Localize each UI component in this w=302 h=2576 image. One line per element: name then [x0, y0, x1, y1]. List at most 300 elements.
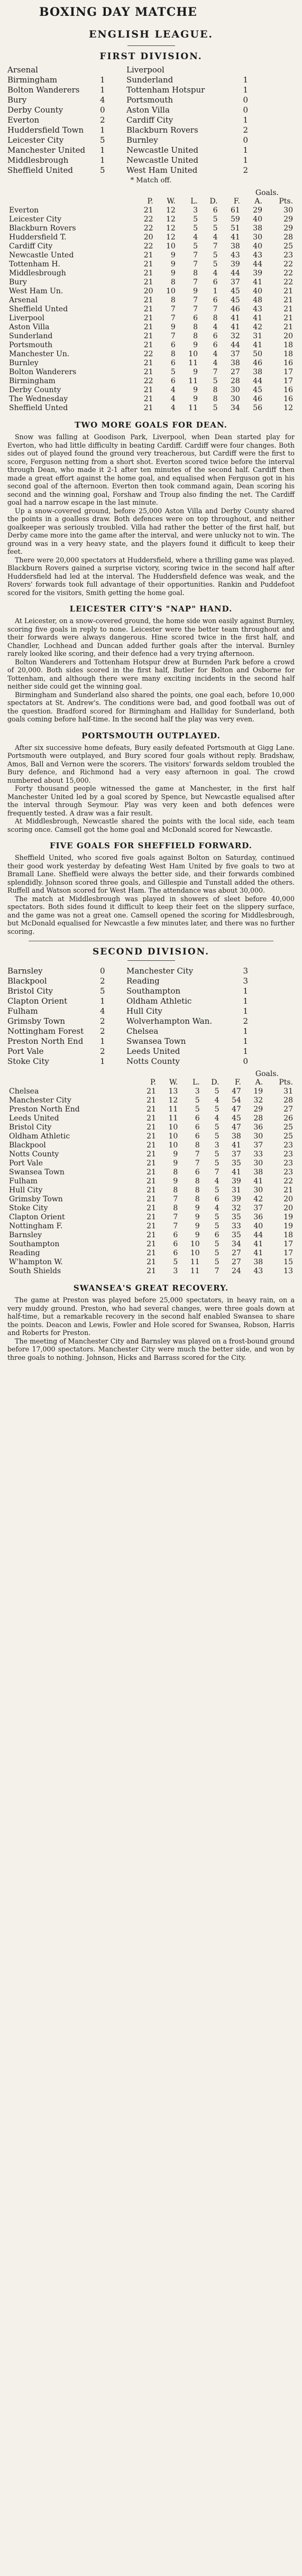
stat-cell: 8 [173, 1186, 178, 1194]
stat-cell: 7 [170, 314, 176, 322]
stat-cell: 4 [170, 395, 176, 403]
stat-cell: 8 [193, 269, 198, 277]
away-score: 1 [243, 115, 248, 125]
stat-cell: 38 [253, 1168, 263, 1176]
divider [127, 960, 175, 961]
team-name: Bristol City [9, 1123, 52, 1132]
stat-cell: 11 [190, 1267, 200, 1275]
home-score: 1 [100, 1036, 105, 1046]
articles-section-2 [7, 1283, 295, 1361]
column-header: D. [209, 197, 218, 206]
stat-cell: 6 [214, 1231, 219, 1239]
team-name: Swansea Town [9, 1168, 65, 1176]
stat-cell: 7 [170, 305, 176, 313]
stat-cell: 5 [214, 1213, 219, 1221]
team-name: Blackpool [9, 1141, 46, 1150]
stat-cell: 7 [213, 242, 218, 251]
stat-cell: 6 [173, 1231, 178, 1239]
stat-cell: 45 [253, 386, 262, 394]
match-off-note: * Match off. [130, 177, 172, 184]
stat-cell: 41 [232, 1168, 241, 1176]
fixture-row [7, 75, 295, 85]
stat-cell: 22 [143, 215, 153, 224]
team-header [7, 197, 132, 206]
stat-cell: 21 [143, 278, 153, 286]
article-paragraph: After six successive home defeats, Bury easily defeated Portsmouth at Gigg Lane. Portsmouth were outplayed, and Bury scored four goals without reply. Bradshaw, Amos, Ball and Vernon were the scorers. The visitors' forwards seldom troubled the Bury defence, and Richmond had a very easy afternoon in goal. The crowd numbered about 15,000. [7, 743, 295, 784]
article-title: FIVE GOALS FOR SHEFFIELD FORWARD. [50, 841, 252, 850]
stat-cell: 41 [253, 278, 262, 286]
column-header: D. [211, 1078, 219, 1087]
home-team: Clapton Orient [7, 996, 68, 1006]
stat-cell: 41 [232, 1141, 241, 1150]
stat-cell: 7 [173, 1222, 178, 1230]
home-team: Arsenal [7, 65, 38, 75]
stat-cell: 21 [143, 359, 153, 367]
column-header: Pts. [279, 197, 293, 206]
table-row [7, 1213, 295, 1222]
stat-cell: 42 [253, 323, 262, 331]
stat-cell: 30 [253, 1132, 263, 1141]
stat-cell: 25 [283, 242, 293, 251]
away-score: 1 [243, 75, 248, 85]
stat-cell: 44 [253, 377, 262, 385]
stat-cell: 40 [253, 287, 262, 295]
fixture-row [7, 976, 295, 986]
stat-cell: 3 [214, 1141, 219, 1150]
home-team: Middlesbrough [7, 155, 69, 165]
team-name: Middlesbrough [9, 269, 66, 277]
team-name: Bury [9, 278, 27, 286]
first-division-fixtures [7, 65, 295, 175]
article-paragraph: Bolton Wanderers and Tottenham Hotspur drew at Burnden Park before a crowd of 20,000. Both sides scored in the first half, Butler for Bolton and Osborne for Tottenham, and although there were many exciting incidents in the second half neither side could get the winning goal. [7, 657, 295, 690]
stat-cell: 50 [253, 350, 262, 358]
stat-cell: 5 [195, 1096, 200, 1105]
stat-cell: 29 [283, 215, 293, 224]
stat-cell: 39 [230, 260, 240, 268]
stat-cell: 12 [166, 215, 176, 224]
stat-cell: 12 [168, 1096, 178, 1105]
team-name: Port Vale [9, 1159, 43, 1167]
stat-cell: 21 [147, 1168, 156, 1176]
stat-cell: 5 [195, 1105, 200, 1114]
stat-cell: 16 [283, 359, 293, 367]
articles-section-1 [7, 420, 295, 935]
table-row [7, 269, 295, 278]
stat-cell: 5 [173, 1258, 178, 1266]
stat-cell: 9 [193, 341, 198, 349]
team-name: Grimsby Town [9, 1195, 63, 1203]
stat-cell: 21 [143, 269, 153, 277]
stat-cell: 30 [253, 1159, 263, 1167]
stat-cell: 23 [283, 1150, 293, 1159]
stat-cell: 38 [230, 242, 240, 251]
stat-cell: 36 [253, 1213, 263, 1221]
stat-cell: 8 [193, 323, 198, 331]
away-score: 1 [243, 155, 248, 165]
home-team: Sheffield United [7, 165, 73, 175]
home-team: Port Vale [7, 1046, 44, 1056]
stat-cell: 21 [147, 1213, 156, 1221]
stat-cell: 7 [193, 260, 198, 268]
team-name: Portsmouth [9, 341, 53, 349]
stat-cell: 21 [147, 1096, 156, 1105]
table-row [7, 260, 295, 269]
away-score: 0 [243, 135, 248, 145]
stat-cell: 29 [253, 206, 262, 215]
stat-cell: 3 [193, 206, 198, 215]
away-team: Manchester City [126, 966, 194, 976]
stat-cell: 7 [173, 1195, 178, 1203]
fixture-row [7, 1057, 295, 1067]
table-row [7, 386, 295, 395]
column-header: L. [192, 1078, 200, 1087]
stat-cell: 22 [283, 269, 293, 277]
team-name: Stoke City [9, 1204, 48, 1212]
column-header: F. [233, 197, 240, 206]
away-score: 3 [243, 976, 248, 986]
table-row [7, 1159, 295, 1168]
stat-cell: 38 [230, 359, 240, 367]
table-row [7, 224, 295, 233]
stat-cell: 41 [253, 314, 262, 322]
stat-cell: 4 [193, 233, 198, 242]
stat-cell: 54 [232, 1096, 241, 1105]
stat-cell: 59 [230, 215, 240, 224]
stat-cell: 44 [253, 260, 262, 268]
stat-cell: 21 [147, 1267, 156, 1275]
home-team: Fulham [7, 1006, 38, 1016]
stat-cell: 27 [283, 1105, 293, 1114]
stat-cell: 6 [173, 1240, 178, 1248]
stat-cell: 6 [170, 377, 176, 385]
column-header: F. [234, 1078, 241, 1087]
stat-cell: 5 [214, 1159, 219, 1167]
stat-cell: 47 [232, 1123, 241, 1132]
stat-cell: 21 [143, 206, 153, 215]
stat-cell: 5 [213, 215, 218, 224]
stat-cell: 6 [195, 1114, 200, 1123]
away-score: 1 [243, 996, 248, 1006]
stat-cell: 17 [283, 1249, 293, 1257]
fixture-row [7, 65, 295, 75]
column-header: L. [190, 197, 198, 206]
stat-cell: 15 [283, 1258, 293, 1266]
column-header: Pts. [279, 1078, 293, 1087]
article-paragraph: Snow was falling at Goodison Park, Liverpool, when Dean started play for Everton, who had little difficulty in beating Cardiff. Cardiff were four changes. Both sides out of played found the ground very treacherous, but Cardiff were the first to score, Ferguson netting from a short shot. Everton scored twice before the interval through Dean, who made it 2-1 after ten minutes of the second half. Cardiff then made a great effort against the home goal, and equalised when Ferguson got in his second goal of the afternoon. Everton then took command again, Dean scoring his second and the winning goal, Forshaw and Troup also finding the net. The Cardiff goal had a narrow escape in the last minute. [7, 433, 295, 506]
stat-cell: 41 [230, 314, 240, 322]
table-row [7, 1141, 295, 1150]
team-name: Huddersfield T. [9, 233, 67, 242]
stat-cell: 21 [143, 395, 153, 403]
away-score: 3 [243, 966, 248, 976]
stat-cell: 21 [283, 305, 293, 313]
stat-cell: 44 [230, 341, 240, 349]
table-row [7, 1177, 295, 1186]
stat-cell: 11 [168, 1105, 178, 1114]
divider [127, 45, 175, 46]
stat-cell: 8 [195, 1177, 200, 1185]
home-score: 1 [100, 155, 105, 165]
stat-cell: 5 [214, 1258, 219, 1266]
home-team: Preston North End [7, 1036, 84, 1046]
fixture-row [7, 105, 295, 115]
stat-cell: 28 [283, 233, 293, 242]
stat-cell: 38 [253, 224, 262, 233]
home-team: Derby County [7, 105, 63, 115]
stat-cell: 43 [230, 251, 240, 260]
stat-cell: 22 [143, 350, 153, 358]
home-score: 5 [100, 135, 105, 145]
stat-cell: 10 [168, 1132, 178, 1141]
stat-cell: 21 [143, 296, 153, 304]
stat-cell: 6 [213, 296, 218, 304]
stat-cell: 5 [214, 1240, 219, 1248]
table-header-row [7, 1078, 295, 1087]
article [7, 1283, 295, 1361]
home-score: 1 [100, 75, 105, 85]
table-row [7, 332, 295, 341]
stat-cell: 21 [147, 1258, 156, 1266]
team-name: Preston North End [9, 1105, 80, 1114]
away-team: Blackburn Rovers [126, 125, 198, 135]
stat-cell: 18 [283, 350, 293, 358]
stat-cell: 35 [232, 1159, 241, 1167]
stat-cell: 30 [253, 233, 262, 242]
stat-cell: 29 [253, 1105, 263, 1114]
stat-cell: 13 [168, 1087, 178, 1096]
stat-cell: 33 [253, 1150, 263, 1159]
team-name: Fulham [9, 1177, 38, 1185]
team-name: Hull City [9, 1186, 43, 1194]
away-score [232, 65, 248, 75]
table-row [7, 368, 295, 377]
stat-cell: 20 [143, 287, 153, 295]
table-row [7, 341, 295, 350]
stat-cell: 8 [173, 1168, 178, 1176]
stat-cell: 22 [283, 260, 293, 268]
stat-cell: 21 [143, 332, 153, 340]
stat-cell: 8 [170, 278, 176, 286]
stat-cell: 18 [283, 341, 293, 349]
stat-cell: 12 [283, 404, 293, 412]
table-row [7, 206, 295, 215]
stat-cell: 21 [283, 1186, 293, 1194]
team-name: South Shields [9, 1267, 61, 1275]
team-name: Everton [9, 206, 39, 215]
home-score: 1 [100, 125, 105, 135]
article-title: PORTSMOUTH OUTPLAYED. [81, 730, 221, 740]
article [7, 841, 295, 935]
home-score: 0 [100, 105, 105, 115]
article [7, 731, 295, 834]
second-division-table [7, 1078, 295, 1276]
stat-cell: 61 [230, 206, 240, 215]
stat-cell: 23 [283, 251, 293, 260]
stat-cell: 11 [190, 1258, 200, 1266]
stat-cell: 32 [232, 1204, 241, 1212]
away-team: Reading [126, 976, 160, 986]
home-score: 1 [100, 145, 105, 155]
column-header: A. [254, 197, 262, 206]
stat-cell: 6 [213, 341, 218, 349]
stat-cell: 21 [143, 314, 153, 322]
column-header: P. [150, 1078, 156, 1087]
stat-cell: 7 [214, 1267, 219, 1275]
stat-cell: 39 [253, 269, 262, 277]
stat-cell: 1 [213, 287, 218, 295]
stat-cell: 46 [253, 359, 262, 367]
stat-cell: 28 [230, 377, 240, 385]
goals-header: Goals. [255, 189, 279, 197]
stat-cell: 4 [213, 269, 218, 277]
stat-cell: 10 [190, 1249, 200, 1257]
stat-cell: 33 [232, 1222, 241, 1230]
stat-cell: 9 [193, 287, 198, 295]
stat-cell: 21 [147, 1132, 156, 1141]
stat-cell: 21 [147, 1186, 156, 1194]
stat-cell: 27 [232, 1249, 241, 1257]
stat-cell: 39 [232, 1195, 241, 1203]
stat-cell: 41 [253, 341, 262, 349]
home-team: Bolton Wanderers [7, 85, 80, 95]
stat-cell: 7 [193, 296, 198, 304]
team-name: Bolton Wanderers [9, 368, 77, 376]
stat-cell: 7 [214, 1168, 219, 1176]
stat-cell: 12 [166, 233, 176, 242]
stat-cell: 5 [213, 404, 218, 412]
stat-cell: 35 [232, 1231, 241, 1239]
article-paragraph: Sheffield United, who scored five goals against Bolton on Saturday, continued their good work yesterday by defeating West Ham United by five goals to two at Bramall Lane. Sheffield were always the better side, and their forwards combined splendidly. Johnson scored three goals, and Gillespie and Tunstall added the others. Ruffell and Watson scored for West Ham. The attendance was about 30,000. [7, 854, 295, 894]
stat-cell: 4 [170, 386, 176, 394]
team-header [7, 1078, 136, 1087]
stat-cell: 10 [168, 1123, 178, 1132]
stat-cell: 25 [283, 1132, 293, 1141]
stat-cell: 11 [188, 404, 198, 412]
stat-cell: 5 [170, 368, 176, 376]
stat-cell: 46 [230, 305, 240, 313]
stat-cell: 11 [188, 359, 198, 367]
stat-cell: 41 [253, 1249, 263, 1257]
stat-cell: 21 [147, 1150, 156, 1159]
stat-cell: 12 [166, 224, 176, 233]
stat-cell: 41 [230, 233, 240, 242]
stat-cell: 16 [283, 386, 293, 394]
away-score: 2 [243, 125, 248, 135]
stat-cell: 4 [213, 233, 218, 242]
stat-cell: 5 [193, 215, 198, 224]
away-team: Hull City [126, 1006, 162, 1016]
away-team: Notts County [126, 1057, 180, 1066]
stat-cell: 26 [283, 1114, 293, 1123]
table-row [7, 215, 295, 224]
fixture-row [7, 1046, 295, 1057]
table-row [7, 1105, 295, 1114]
stat-cell: 9 [173, 1150, 178, 1159]
fixture-row [7, 145, 295, 155]
table-row [7, 242, 295, 251]
stat-cell: 21 [147, 1177, 156, 1185]
stat-cell: 20 [143, 233, 153, 242]
team-name: Leeds United [9, 1114, 59, 1123]
stat-cell: 47 [232, 1087, 241, 1096]
stat-cell: 9 [170, 323, 176, 331]
table-row [7, 1204, 295, 1213]
home-score: 5 [100, 165, 105, 175]
stat-cell: 38 [232, 1132, 241, 1141]
stat-cell: 35 [232, 1213, 241, 1221]
stat-cell: 23 [283, 1141, 293, 1150]
home-score: 2 [100, 115, 105, 125]
stat-cell: 4 [170, 404, 176, 412]
team-name: Notts County [9, 1150, 59, 1159]
column-header: A. [255, 1078, 263, 1087]
stat-cell: 9 [170, 260, 176, 268]
home-score: 2 [100, 1026, 105, 1036]
column-header: W. [169, 1078, 178, 1087]
stat-cell: 9 [193, 395, 198, 403]
away-team: Sunderland [126, 75, 173, 85]
stat-cell: 47 [232, 1105, 241, 1114]
stat-cell: 6 [173, 1249, 178, 1257]
article-paragraph: At Middlesbrough, Newcastle shared the points with the local side, each team scoring once. Camsell got the home goal and McDonald scored for Newcastle. [7, 817, 295, 833]
stat-cell: 21 [143, 251, 153, 260]
team-name: Birmingham [9, 377, 56, 385]
stat-cell: 10 [166, 287, 176, 295]
fixture-row [7, 125, 295, 135]
stat-cell: 31 [283, 1087, 293, 1096]
home-score: 4 [100, 1006, 105, 1016]
away-team: Swansea Town [126, 1036, 186, 1046]
stat-cell: 6 [170, 341, 176, 349]
fixture-row [7, 966, 295, 976]
stat-cell: 16 [283, 395, 293, 403]
stat-cell: 5 [214, 1150, 219, 1159]
stat-cell: 19 [283, 1222, 293, 1230]
stat-cell: 5 [214, 1132, 219, 1141]
stat-cell: 41 [253, 1177, 263, 1185]
stat-cell: 21 [143, 368, 153, 376]
fixture-row [7, 1026, 295, 1036]
home-score: 2 [100, 1016, 105, 1026]
stat-cell: 31 [253, 332, 262, 340]
stat-cell: 48 [253, 296, 262, 304]
stat-cell: 5 [214, 1186, 219, 1194]
fixture-row [7, 85, 295, 95]
stat-cell: 21 [147, 1123, 156, 1132]
stat-cell: 56 [253, 404, 262, 412]
stat-cell: 5 [193, 242, 198, 251]
stat-cell: 3 [195, 1087, 200, 1096]
fixture-row [7, 95, 295, 105]
away-team: Portsmouth [126, 95, 173, 105]
stat-cell: 9 [195, 1204, 200, 1212]
fixture-row [7, 986, 295, 996]
stat-cell: 8 [213, 395, 218, 403]
team-name: Leicester City [9, 215, 62, 224]
stat-cell: 21 [143, 305, 153, 313]
table-header-row [7, 197, 295, 206]
away-team: Newcastle United [126, 155, 198, 165]
stat-cell: 34 [230, 404, 240, 412]
goals-header: Goals. [255, 1070, 279, 1078]
table-row [7, 305, 295, 314]
stat-cell: 44 [230, 269, 240, 277]
away-team: Burnley [126, 135, 158, 145]
stat-cell: 40 [253, 1222, 263, 1230]
table-row [7, 1222, 295, 1231]
stat-cell: 43 [253, 251, 262, 260]
stat-cell: 4 [213, 323, 218, 331]
